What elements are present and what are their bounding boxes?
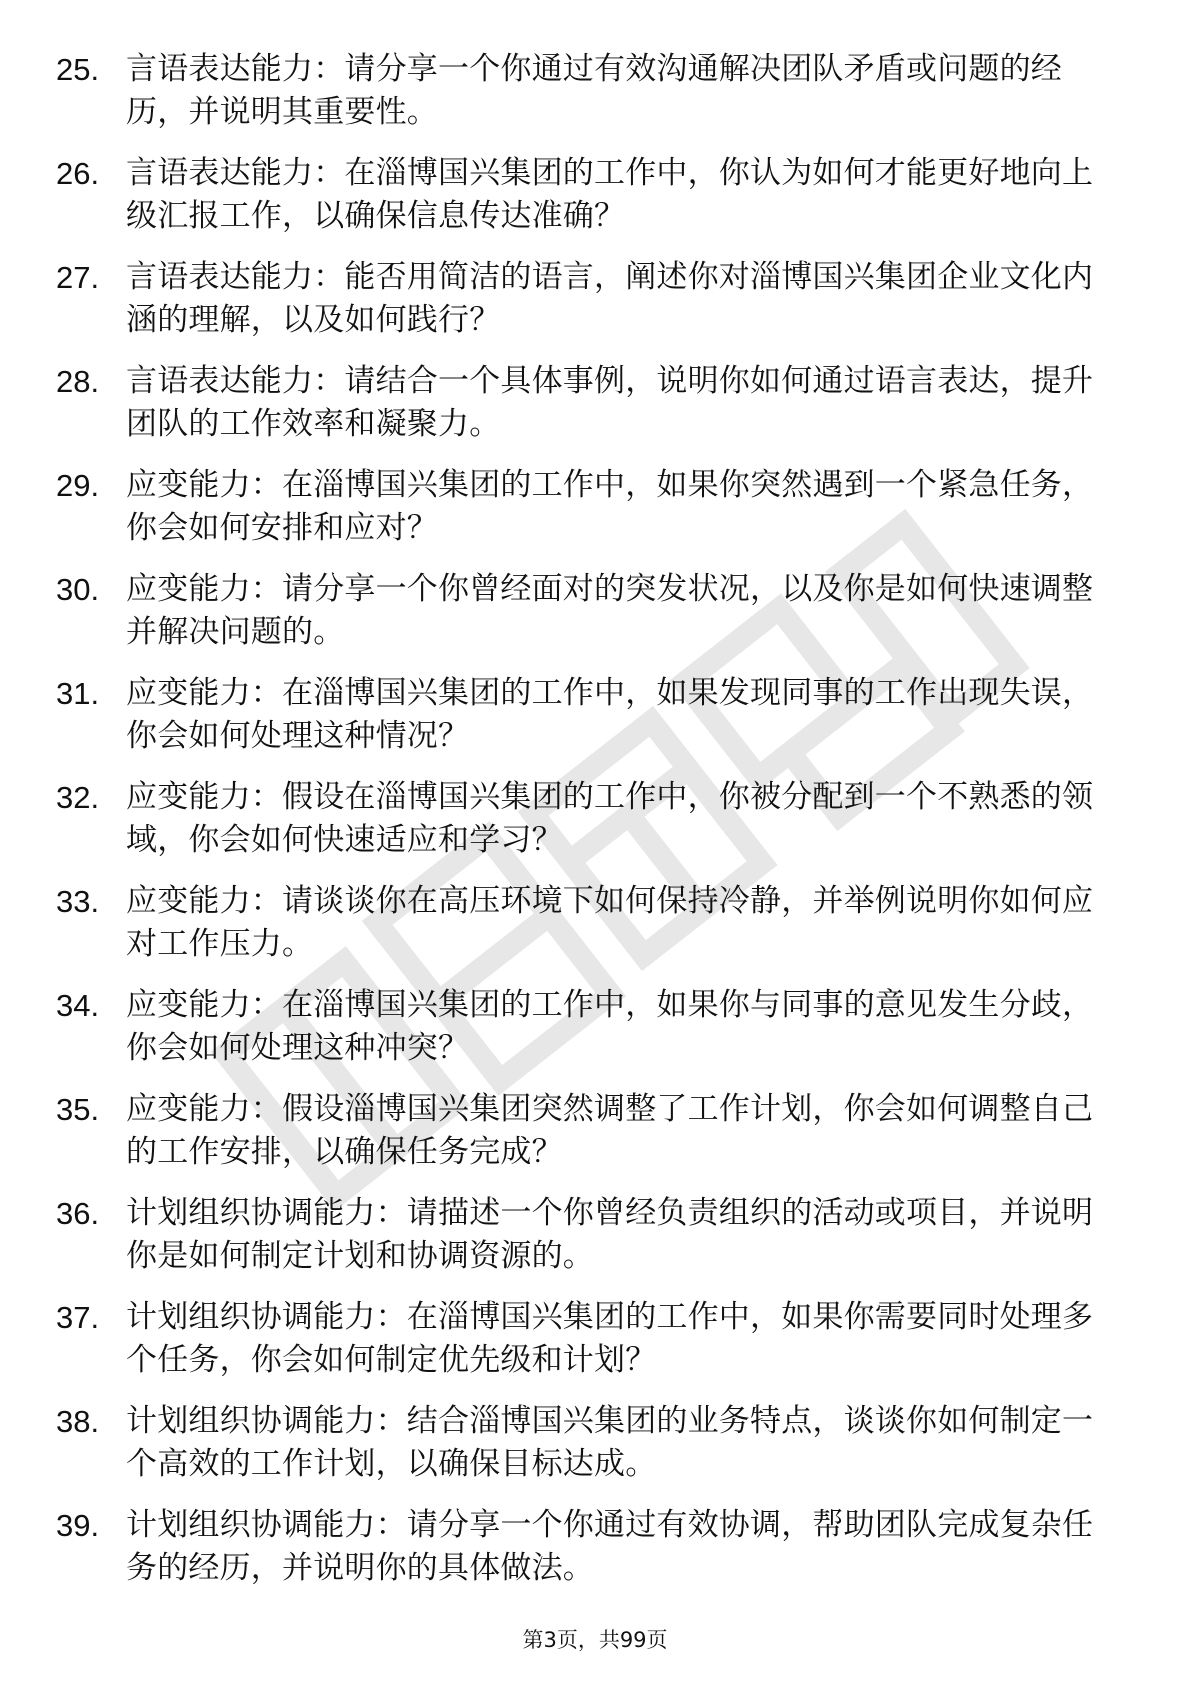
- question-list: [56, 48, 1116, 1608]
- question-text: 应变能力：请谈谈你在高压环境下如何保持冷静，并举例说明你如何应对工作压力。: [126, 883, 1094, 962]
- question-number: 38.: [56, 1404, 100, 1439]
- question-item: [56, 776, 1116, 862]
- question-item: [56, 672, 1116, 758]
- question-number: 35.: [56, 1092, 100, 1127]
- question-number: 25.: [56, 52, 100, 87]
- question-text: 应变能力：在淄博国兴集团的工作中，如果你突然遇到一个紧急任务，你会如何安排和应对？: [126, 467, 1094, 546]
- question-number: 34.: [56, 988, 100, 1023]
- question-item: [56, 152, 1116, 238]
- question-number: 36.: [56, 1196, 100, 1231]
- question-text: 言语表达能力：在淄博国兴集团的工作中，你认为如何才能更好地向上级汇报工作，以确保信息传达准确？: [126, 155, 1094, 234]
- question-text: 言语表达能力：请分享一个你通过有效沟通解决团队矛盾或问题的经历，并说明其重要性。: [126, 51, 1062, 130]
- question-item: [56, 880, 1116, 966]
- question-text: 计划组织协调能力：请分享一个你通过有效协调，帮助团队完成复杂任务的经历，并说明你的具体做法。: [126, 1507, 1094, 1586]
- question-text: 计划组织协调能力：请描述一个你曾经负责组织的活动或项目，并说明你是如何制定计划和协调资源的。: [126, 1195, 1094, 1274]
- page-number-footer: 第3页，共99页: [522, 1628, 668, 1652]
- question-item: [56, 984, 1116, 1070]
- question-number: 32.: [56, 780, 100, 815]
- question-number: 33.: [56, 884, 100, 919]
- question-item: [56, 1296, 1116, 1382]
- question-item: [56, 464, 1116, 550]
- question-item: [56, 48, 1116, 134]
- question-text: 应变能力：假设在淄博国兴集团的工作中，你被分配到一个不熟悉的领域，你会如何快速适应和学习？: [126, 779, 1094, 858]
- question-text: 应变能力：在淄博国兴集团的工作中，如果你与同事的意见发生分歧，你会如何处理这种冲突？: [126, 987, 1094, 1066]
- question-item: [56, 360, 1116, 446]
- question-item: [56, 256, 1116, 342]
- question-item: [56, 1088, 1116, 1174]
- question-item: [56, 1400, 1116, 1486]
- question-item: [56, 1192, 1116, 1278]
- question-number: 30.: [56, 572, 100, 607]
- question-number: 37.: [56, 1300, 100, 1335]
- question-number: 39.: [56, 1508, 100, 1543]
- question-item: [56, 1504, 1116, 1590]
- question-text: 计划组织协调能力：在淄博国兴集团的工作中，如果你需要同时处理多个任务，你会如何制定优先级和计划？: [126, 1299, 1094, 1378]
- question-number: 28.: [56, 364, 100, 399]
- question-number: 29.: [56, 468, 100, 503]
- question-text: 应变能力：请分享一个你曾经面对的突发状况，以及你是如何快速调整并解决问题的。: [126, 571, 1094, 650]
- question-number: 31.: [56, 676, 100, 711]
- question-text: 应变能力：假设淄博国兴集团突然调整了工作计划，你会如何调整自己的工作安排，以确保任务完成？: [126, 1091, 1094, 1170]
- question-number: 27.: [56, 260, 100, 295]
- question-text: 言语表达能力：能否用简洁的语言，阐述你对淄博国兴集团企业文化内涵的理解，以及如何践行？: [126, 259, 1094, 338]
- question-number: 26.: [56, 156, 100, 191]
- question-text: 计划组织协调能力：结合淄博国兴集团的业务特点，谈谈你如何制定一个高效的工作计划，以确保目标达成。: [126, 1403, 1094, 1482]
- question-text: 言语表达能力：请结合一个具体事例，说明你如何通过语言表达，提升团队的工作效率和凝聚力。: [126, 363, 1094, 442]
- question-item: [56, 568, 1116, 654]
- question-text: 应变能力：在淄博国兴集团的工作中，如果发现同事的工作出现失误，你会如何处理这种情况？: [126, 675, 1094, 754]
